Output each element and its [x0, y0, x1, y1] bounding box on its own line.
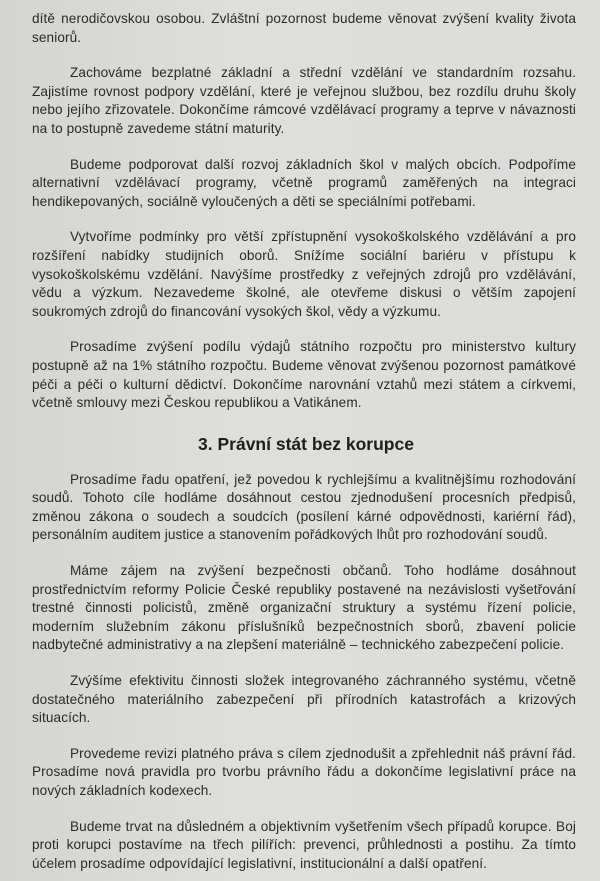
paragraph-small-schools: Budeme podporovat další rozvoj základních škol v malých obcích. Podpoříme alternativní vzdělávací programy, včetně programů zaměřených na integraci hendikepovaných, sociálně vyloučených a děti se speciálními potřebami. — [32, 156, 576, 209]
section-heading: 3. Právní stát bez korupce — [198, 433, 414, 454]
paragraph-law-revision: Provedeme revizi platného práva s cílem zjednodušit a zpřehlednit náš právní řád. Prosadíme nová pravidla pro tvorbu právního řádu a dokončíme legislativní práce na nových základních kodexech. — [32, 745, 576, 798]
paragraph-courts: Prosadíme řadu opatření, jež povedou k rychlejšímu a kvalitnějšímu rozhodování soudů. Tohoto cíle hodláme dosáhnout cestou zjednodušení procesních předpisů, změnou zákona o soudech a soudcích (posílení kárné odpovědnosti, kariérní řád), personálním auditem justice a stanovením pořádkových lhůt pro rozhodování soudů. — [32, 471, 576, 543]
paragraph-education-free: Zachováme bezplatné základní a střední vzdělání ve standardním rozsahu. Zajistíme rovnost podpory vzdělání, které je veřejnou službou, bez rozdílu druhu školy nebo jejího zřizovatele. Dokončíme rámcové vzdělávací programy a teprve v návaznosti na to postupně zavedeme státní maturity. — [32, 65, 576, 136]
paragraph-continued: dítě nerodičovskou osobou. Zvláštní pozornost budeme věnovat zvýšení kvality života seniorů. — [32, 11, 576, 45]
paragraph-corruption: Budeme trvat na důsledném a objektivním vyšetřením všech případů korupce. Boj proti korupci postavíme na třech pilířích: prevenci, průhlednosti a postihu. Za tímto účelem prosadíme odpovídající legislativní, institucionální a další opatření. — [32, 818, 576, 871]
paragraph-rescue-system: Zvýšíme efektivitu činnosti složek integrovaného záchranného systému, včetně dostatečného materiálního zabezpečení při přírodních katastrofách a krizových situacích. — [32, 673, 576, 726]
paragraph-university: Vytvoříme podmínky pro větší zpřístupnění vysokoškolského vzdělávání a pro rozšíření nabídky studijních oborů. Snížíme sociální bariéru v přístupu k vysokoškolskému vzdělání. Navýšíme prostředky z veřejných zdrojů pro vzdělávání, vědu a výzkum. Nezavedeme školné, ale otevřeme diskusi o větším zapojení soukromých zdrojů do financování vysokých škol, vědy a výzkumu. — [32, 229, 576, 319]
paragraph-culture: Prosadíme zvýšení podílu výdajů státního rozpočtu pro ministerstvo kultury postupně až na 1% státního rozpočtu. Budeme věnovat zvýšenou pozornost památkové péči a péči o kulturní dědictví. Dokončíme narovnání vztahů mezi státem a církvemi, včetně smlouvy mezi Českou republikou a Vatikánem. — [32, 339, 576, 411]
paragraph-police: Máme zájem na zvýšení bezpečnosti občanů. Toho hodláme dosáhnout prostřednictvím reformy Policie České republiky postavené na nezávislosti vyšetřování trestné činnosti policistů, změně organizační struktury a systému řízení policie, moderním služebním zákonu příslušníků bezpečnostních sborů, zbavení policie nadbytečné administrativy a na zlepšení materiálně – technického zabezpečení policie. — [32, 563, 576, 653]
